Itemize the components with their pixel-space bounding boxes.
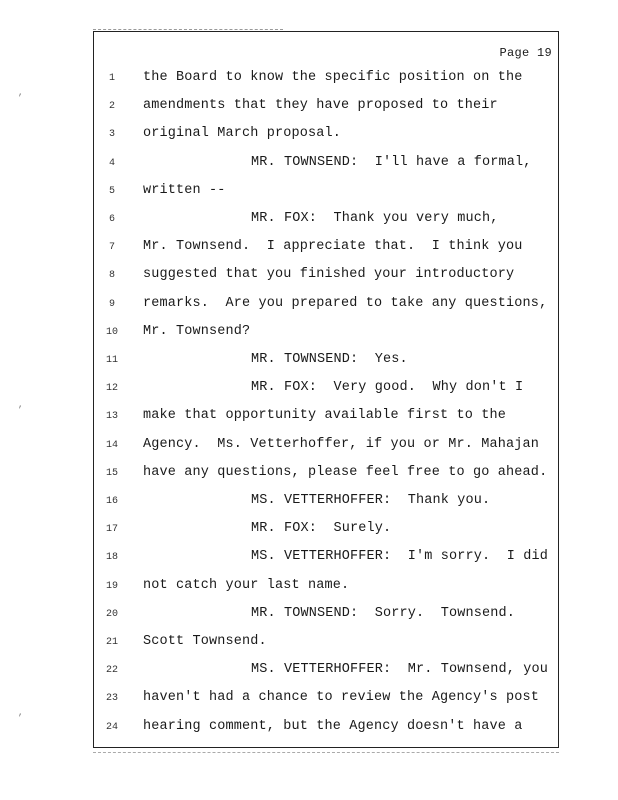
line-text: not catch your last name.: [143, 577, 350, 593]
page-number: Page 19: [499, 46, 552, 60]
transcript-line: [94, 465, 558, 485]
line-number: 9: [108, 298, 115, 310]
line-text: written --: [143, 182, 226, 198]
transcript-line: [94, 296, 558, 316]
transcript-line: [94, 70, 558, 90]
line-number: 10: [105, 326, 118, 338]
transcript-line: [94, 437, 558, 457]
transcript-line: [94, 324, 558, 344]
transcript-line: [94, 98, 558, 118]
line-number: 24: [105, 721, 118, 733]
transcript-line: [94, 662, 558, 682]
line-number: 22: [105, 665, 118, 677]
line-number: 11: [105, 355, 118, 366]
transcript-line: [94, 719, 558, 739]
transcript-line: [94, 352, 558, 372]
line-number: 2: [108, 101, 115, 113]
line-text: Agency. Ms. Vetterhoffer, if you or Mr. Mahajan: [143, 436, 540, 452]
margin-mark: ,: [18, 708, 24, 718]
transcript-line: [94, 239, 558, 259]
line-text: MR. FOX: Thank you very much,: [251, 211, 499, 226]
line-text: Scott Townsend.: [143, 634, 267, 649]
transcript-line: [94, 380, 558, 400]
transcript-line: [94, 408, 558, 428]
line-text: MR. TOWNSEND: Sorry. Townsend.: [251, 605, 516, 621]
line-number: 20: [105, 608, 118, 620]
line-text: hearing comment, but the Agency doesn't have a: [143, 718, 523, 734]
line-number: 15: [105, 467, 118, 479]
line-text: original March proposal.: [143, 126, 342, 142]
line-text: the Board to know the specific position on the: [143, 70, 523, 85]
line-number: 13: [105, 411, 118, 423]
line-number: 12: [105, 383, 118, 395]
line-number: 5: [108, 185, 115, 197]
line-number: 3: [108, 129, 115, 141]
line-text: MR. FOX: Surely.: [251, 521, 392, 537]
line-number: 23: [105, 693, 118, 705]
line-text: haven't had a chance to review the Agency's post: [143, 690, 540, 706]
line-text: make that opportunity available first to the: [143, 408, 507, 424]
line-number: 17: [105, 524, 118, 536]
line-number: 6: [108, 214, 115, 225]
line-number: 19: [105, 580, 118, 592]
line-text: MR. TOWNSEND: I'll have a formal,: [251, 154, 532, 170]
transcript-line: [94, 267, 558, 287]
bottom-scan-rule: [93, 752, 559, 753]
transcript-line: [94, 606, 558, 626]
line-number: 4: [108, 157, 115, 169]
line-number: 14: [105, 439, 118, 451]
transcript-line: [94, 155, 558, 175]
line-text: remarks. Are you prepared to take any questions,: [143, 295, 548, 311]
transcript-page: [93, 31, 559, 748]
top-scan-rule: [93, 29, 283, 30]
transcript-line: [94, 690, 558, 710]
transcript-line: [94, 521, 558, 541]
transcript-line: [94, 578, 558, 598]
margin-mark: ,: [18, 88, 24, 98]
line-number: 21: [105, 637, 118, 648]
line-number: 7: [108, 242, 115, 254]
line-text: MS. VETTERHOFFER: Mr. Townsend, you: [251, 662, 549, 678]
line-text: Mr. Townsend?: [143, 323, 251, 339]
line-number: 8: [108, 270, 115, 282]
line-text: MR. FOX: Very good. Why don't I: [251, 380, 524, 396]
line-text: MR. TOWNSEND: Yes.: [251, 352, 408, 367]
line-number: 18: [105, 552, 118, 564]
line-text: amendments that they have proposed to their: [143, 98, 498, 114]
line-text: Mr. Townsend. I appreciate that. I think you: [143, 239, 523, 255]
transcript-line: [94, 634, 558, 654]
margin-mark: ,: [18, 400, 24, 410]
transcript-line: [94, 549, 558, 569]
line-text: MS. VETTERHOFFER: Thank you.: [251, 493, 491, 508]
line-text: have any questions, please feel free to go ahead.: [143, 464, 548, 480]
transcript-line: [94, 183, 558, 203]
transcript-line: [94, 211, 558, 231]
line-text: MS. VETTERHOFFER: I'm sorry. I did: [251, 549, 549, 565]
line-number: 16: [105, 496, 118, 507]
line-number: 1: [108, 73, 115, 84]
transcript-line: [94, 493, 558, 513]
line-text: suggested that you finished your introductory: [143, 267, 515, 283]
transcript-line: [94, 126, 558, 146]
